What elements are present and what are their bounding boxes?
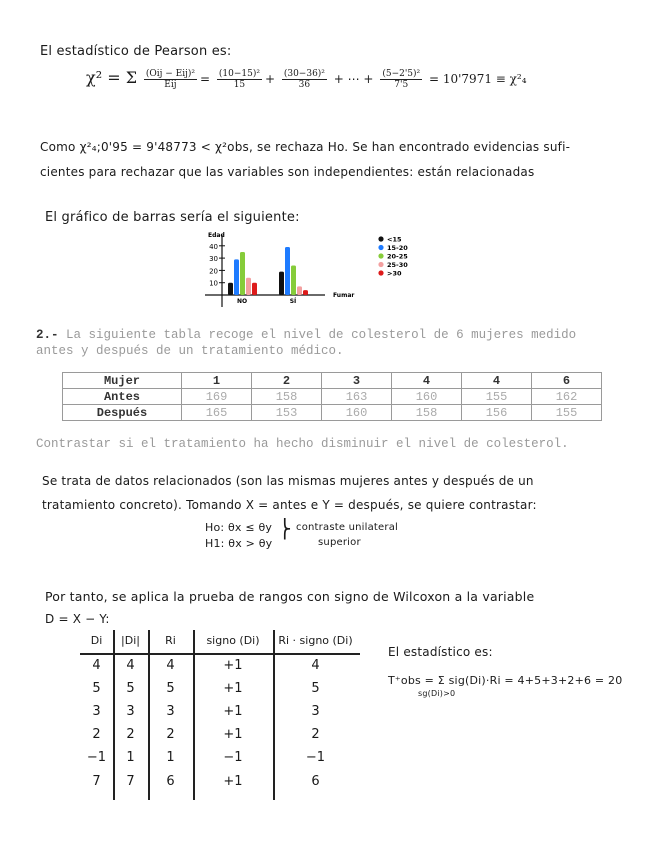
problem2-task: Contrastar si el tratamiento ha hecho disminuir el nivel de colesterol. <box>36 437 569 451</box>
legend-label: 15-20 <box>387 244 408 252</box>
wtable-cell: 5 <box>166 681 175 696</box>
header-cell: 2 <box>252 373 322 389</box>
table-row <box>63 405 602 421</box>
y-tick-label: 40 <box>209 242 218 251</box>
table-cell: 155 <box>532 405 602 421</box>
table-cell: 163 <box>322 389 392 405</box>
table-cell: 160 <box>392 389 462 405</box>
wtable-cell: 2 <box>311 727 320 742</box>
problem2-line2: antes y después de un tratamiento médico. <box>36 344 344 358</box>
x-axis-label: Fumar <box>333 292 355 299</box>
legend-label: >30 <box>387 269 402 278</box>
bar-15-20-SÍ <box>285 247 290 295</box>
table-cell: 155 <box>462 389 532 405</box>
wtable-cell: 5 <box>126 681 135 696</box>
wtable-cell: 6 <box>311 774 320 789</box>
cholesterol-table <box>62 372 602 421</box>
wtable-cell: 6 <box>166 774 175 789</box>
wtable-header-cell: signo (Di) <box>206 634 260 647</box>
wtable-cell: 4 <box>126 658 135 673</box>
table-cell: 165 <box>182 405 252 421</box>
wtable-cell: 5 <box>92 681 101 696</box>
table-cell: 158 <box>392 405 462 421</box>
bar-<15-NO <box>228 283 233 295</box>
wtable-cell: 3 <box>166 704 175 719</box>
y-tick-label: 10 <box>209 279 218 288</box>
wtable-column-rule <box>193 630 195 800</box>
bar-20-25-NO <box>240 252 245 295</box>
general-den: Eij <box>164 80 177 90</box>
bar-<15-SÍ <box>279 272 284 295</box>
bar->30-SÍ <box>303 290 308 295</box>
wtable-cell: 4 <box>92 658 101 673</box>
x-tick-label: SÍ <box>289 298 297 305</box>
header-cell: 4 <box>462 373 532 389</box>
table-header-row <box>63 373 602 389</box>
legend-label: 20-25 <box>387 252 408 261</box>
termn-den: 7'5 <box>394 80 409 90</box>
header-cell: 1 <box>182 373 252 389</box>
wtable-cell: −1 <box>86 750 107 765</box>
header-cell: Mujer <box>63 373 182 389</box>
wtable-cell: 3 <box>126 704 135 719</box>
table-cell: 160 <box>322 405 392 421</box>
legend-marker <box>378 245 383 250</box>
bar-25-30-SÍ <box>297 286 302 295</box>
wtable-cell: +1 <box>223 774 243 789</box>
stat-formula <box>388 674 622 687</box>
wtable-cell: −1 <box>223 750 243 765</box>
formula-lhs: χ² = Σ <box>86 68 137 87</box>
table-cell: 153 <box>252 405 322 421</box>
h0: Ho: θx ≤ θy <box>205 521 273 534</box>
header-cell: 3 <box>322 373 392 389</box>
bar-20-25-SÍ <box>291 265 296 295</box>
wtable-cell: 7 <box>126 774 135 789</box>
bar->30-NO <box>252 283 257 295</box>
legend-label: <15 <box>387 235 402 244</box>
table-cell: 162 <box>532 389 602 405</box>
problem2-line1-text: La siguiente tabla recoge el nivel de colesterol de 6 mujeres medido <box>58 328 577 342</box>
legend-label: 25-30 <box>387 261 408 269</box>
term2-num: (30−36)² <box>283 69 325 79</box>
wtable-header-cell: |Di| <box>121 634 140 647</box>
wtable-cell: 3 <box>311 704 320 719</box>
pearson-intro: El estadístico de Pearson es: <box>40 44 232 59</box>
h1: H1: θx > θy <box>205 537 273 550</box>
wtable-cell: +1 <box>223 727 243 742</box>
header-cell: 6 <box>532 373 602 389</box>
table-cell: 169 <box>182 389 252 405</box>
pearson-formula: χ² = Σ $\frac{\text{(Oij − Eij)²}}{\text{Eij}}$ = $\frac{\text{(10−15)²}}{15}$ + $\frac{\text{(30−36)²}}{36}$ + ⋯ + $\frac{\text{(5−2'5)²}}{7'5}$ = 10'7971 ≡ χ²₄ <box>86 68 527 90</box>
wtable-cell: 1 <box>166 750 175 765</box>
x-tick-label: NO <box>236 298 248 305</box>
problem2-line1 <box>36 328 576 342</box>
wtable-header-rule <box>80 653 360 655</box>
wtable-cell: −1 <box>305 750 326 765</box>
stat-rhs: = 4+5+3+2+6 = 20 <box>504 674 623 687</box>
wtable-column-rule <box>273 630 275 800</box>
wtable-cell: 2 <box>92 727 101 742</box>
stat-lhs: T⁺obs = Σ sig(Di)·Ri <box>388 674 501 687</box>
wtable-header-cell: Di <box>90 634 103 647</box>
brace: ⎬ <box>278 519 292 540</box>
wilcoxon-line1: Por tanto, se aplica la prueba de rangos con signo de Wilcoxon a la variable <box>45 589 535 604</box>
wilcoxon-line2: D = X − Y: <box>45 612 110 626</box>
table-cell: 156 <box>462 405 532 421</box>
y-tick-label: 30 <box>209 255 218 264</box>
row-label: Después <box>63 405 182 421</box>
solution-line1: Se trata de datos relacionados (son las mismas mujeres antes y después de un <box>42 474 534 488</box>
header-cell: 4 <box>392 373 462 389</box>
table-row <box>63 389 602 405</box>
wtable-column-rule <box>148 630 150 800</box>
term1-num: (10−15)² <box>218 69 260 79</box>
wtable-cell: 1 <box>126 750 135 765</box>
stat-intro: El estadístico es: <box>388 645 493 659</box>
wtable-cell: 2 <box>126 727 135 742</box>
bar-15-20-NO <box>234 259 239 295</box>
bar-chart <box>0 225 656 335</box>
termn-num: (5−2'5)² <box>382 69 421 79</box>
stat-sum-subscript: sg(Di)>0 <box>418 689 456 698</box>
note-unilateral: contraste unilateral <box>296 522 399 533</box>
term2-den: 36 <box>298 80 311 90</box>
legend-marker <box>378 236 383 241</box>
wtable-header-cell: Ri · signo (Di) <box>278 634 353 647</box>
wtable-cell: 4 <box>311 658 320 673</box>
problem2-number: 2.- <box>36 328 59 342</box>
wtable-cell: 5 <box>311 681 320 696</box>
formula-dots: + ⋯ + <box>333 72 374 86</box>
conclusion-line2: cientes para rechazar que las variables son independientes: están relacionadas <box>40 165 535 179</box>
y-axis-label: Edad <box>208 232 225 239</box>
wtable-cell: 2 <box>166 727 175 742</box>
wtable-cell: 4 <box>166 658 175 673</box>
general-num: (Oij − Eij)² <box>145 69 196 79</box>
term1-den: 15 <box>233 80 246 90</box>
legend-marker <box>378 253 383 258</box>
wtable-cell: +1 <box>223 704 243 719</box>
legend-marker <box>378 270 383 275</box>
y-tick-label: 20 <box>209 267 218 276</box>
wtable-cell: +1 <box>223 658 243 673</box>
wtable-cell: +1 <box>223 681 243 696</box>
wtable-cell: 7 <box>92 774 101 789</box>
chart-intro: El gráfico de barras sería el siguiente: <box>45 210 300 225</box>
formula-result: = 10'7971 ≡ χ²₄ <box>428 72 527 86</box>
row-label: Antes <box>63 389 182 405</box>
wtable-header-cell: Ri <box>165 634 176 647</box>
wtable-cell: 3 <box>92 704 101 719</box>
wtable-column-rule <box>113 630 115 800</box>
solution-line2: tratamiento concreto). Tomando X = antes e Y = después, se quiere contrastar: <box>42 498 537 512</box>
note-superior: superior <box>318 537 361 548</box>
table-cell: 158 <box>252 389 322 405</box>
conclusion-line1: Como χ²₄;0'95 = 9'48773 < χ²obs, se rechaza Ho. Se han encontrado evidencias sufi- <box>40 140 571 154</box>
bar-25-30-NO <box>246 278 251 295</box>
legend-marker <box>378 262 383 267</box>
